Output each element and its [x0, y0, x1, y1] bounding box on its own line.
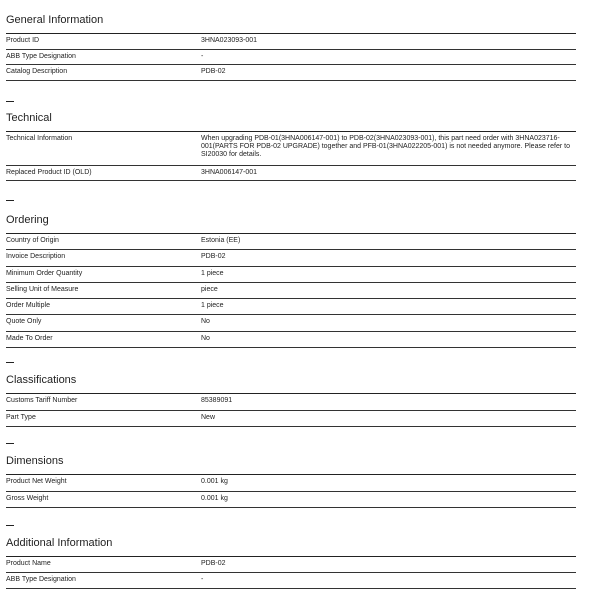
row-label: Invoice Description — [6, 253, 66, 261]
row-value: When upgrading PDB-01(3HNA006147-001) to PDB-02(3HNA023093-001), this part need order with 3HNA023716-001(PARTS FOR PDB-02 UPGRADE) together and PFB-01(3HNA022205-001) is not needed anymore. Please refer to SI20030 for details. — [201, 135, 570, 158]
table-row — [6, 573, 576, 589]
section-divider — [6, 101, 14, 102]
section-title: Technical — [6, 112, 52, 124]
table-row — [6, 394, 576, 411]
row-label: Replaced Product ID (OLD) — [6, 169, 92, 176]
row-value: 0.001 kg — [201, 494, 228, 502]
table-row — [6, 34, 576, 50]
table-row — [6, 132, 576, 166]
row-label: Quote Only — [6, 318, 42, 326]
table-row — [6, 557, 576, 573]
row-value: Estonia (EE) — [201, 237, 241, 244]
table-row — [6, 250, 576, 266]
table-row — [6, 315, 576, 331]
row-value: 1 piece — [201, 269, 224, 277]
section-divider — [6, 362, 14, 363]
row-label: Part Type — [6, 413, 36, 421]
row-label: Selling Unit of Measure — [6, 285, 79, 293]
table-row — [6, 411, 576, 428]
section-classifications — [6, 374, 576, 427]
section-table — [6, 474, 576, 508]
row-value: 1 piece — [201, 302, 224, 310]
row-value: PDB-02 — [201, 68, 226, 75]
section-title: Classifications — [6, 374, 77, 386]
row-label: Technical Information — [6, 135, 73, 142]
section-title: Additional Information — [6, 537, 113, 549]
section-table — [6, 131, 576, 181]
row-label: ABB Type Designation — [6, 576, 76, 583]
table-row — [6, 166, 576, 181]
section-divider — [6, 443, 14, 444]
table-row — [6, 283, 576, 299]
row-value: - — [201, 576, 204, 583]
row-label: Customs Tariff Number — [6, 397, 78, 404]
row-label: Product Net Weight — [6, 478, 67, 485]
table-row — [6, 65, 576, 81]
row-value: PDB-02 — [201, 253, 226, 261]
row-value: No — [201, 318, 210, 326]
section-divider — [6, 525, 14, 526]
row-value: PDB-02 — [201, 560, 226, 567]
row-value: 85389091 — [201, 397, 233, 404]
section-general-information — [6, 14, 576, 81]
section-title: Dimensions — [6, 455, 64, 467]
row-value: New — [201, 413, 216, 421]
row-label: Order Multiple — [6, 302, 50, 310]
section-table — [6, 233, 576, 348]
section-technical — [6, 112, 576, 181]
section-table — [6, 556, 576, 589]
section-title: General Information — [6, 14, 104, 26]
row-value: 0.001 kg — [201, 478, 228, 485]
section-divider — [6, 200, 14, 201]
row-label: Made To Order — [6, 334, 53, 342]
table-row — [6, 267, 576, 283]
section-table — [6, 33, 576, 81]
section-table — [6, 393, 576, 427]
row-value: - — [201, 52, 204, 60]
row-label: Catalog Description — [6, 68, 68, 75]
section-additional-information — [6, 537, 576, 589]
row-label: Minimum Order Quantity — [6, 269, 83, 277]
section-dimensions — [6, 455, 576, 508]
row-value: No — [201, 334, 210, 342]
table-row — [6, 475, 576, 492]
table-row — [6, 234, 576, 250]
table-row — [6, 50, 576, 66]
row-label: ABB Type Designation — [6, 52, 76, 60]
row-label: Gross Weight — [6, 494, 49, 502]
table-row — [6, 332, 576, 348]
row-value: 3HNA006147-001 — [201, 169, 258, 176]
row-value: 3HNA023093-001 — [201, 37, 258, 44]
table-row — [6, 492, 576, 509]
section-ordering — [6, 214, 576, 348]
row-label: Product ID — [6, 37, 40, 44]
table-row — [6, 299, 576, 315]
section-title: Ordering — [6, 214, 49, 226]
row-label: Product Name — [6, 560, 51, 567]
row-label: Country of Origin — [6, 237, 59, 244]
row-value: piece — [201, 285, 218, 293]
